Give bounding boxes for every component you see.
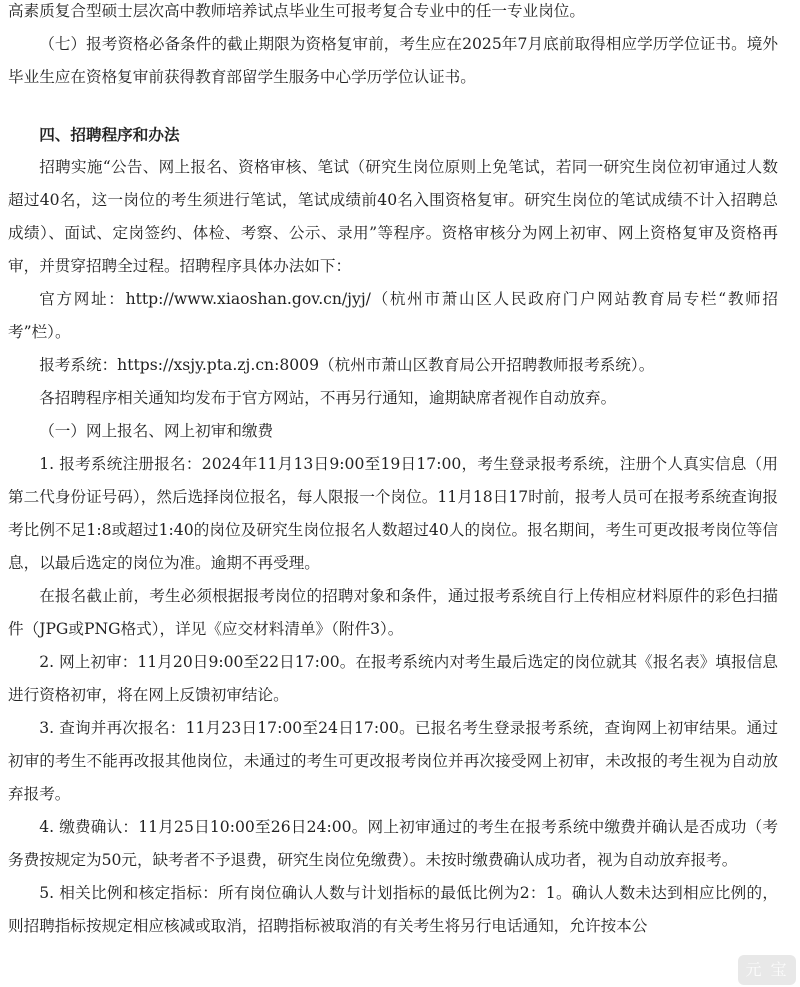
watermark-badge: 元 宝	[738, 955, 796, 985]
section-heading: 四、招聘程序和办法	[39, 125, 180, 144]
paragraph-registration-system: 报考系统：https://xsjy.pta.zj.cn:8009（杭州市萧山区教育局公开招聘教师报考系统）。	[39, 356, 655, 374]
paragraph-notice: 各招聘程序相关通知均发布于官方网站，不再另行通知，逾期缺席者视作自动放弃。	[39, 389, 617, 407]
paragraph-qualification-deadline: （七）报考资格必备条件的截止期限为资格复审前，考生应在2025年7月底前取得相应学历学位证书。境外毕业生应在资格复审前获得教育部留学生服务中心学历学位认证书。	[8, 35, 778, 86]
paragraph-step-2: 2. 网上初审：11月20日9:00至22日17:00。在报考系统内对考生最后选定的岗位就其《报名表》填报信息进行资格初审，将在网上反馈初审结论。	[8, 653, 778, 704]
document-page	[8, 0, 778, 943]
paragraph-materials: 在报名截止前，考生必须根据报考岗位的招聘对象和条件，通过报考系统自行上传相应材料原件的彩色扫描件（JPG或PNG格式），详见《应交材料清单》（附件3）。	[8, 587, 778, 638]
paragraph-continuation: 高素质复合型硕士层次高中教师培养试点毕业生可报考复合专业中的任一专业岗位。	[8, 2, 585, 20]
paragraph-step-4: 4. 缴费确认：11月25日10:00至26日24:00。网上初审通过的考生在报考系统中缴费并确认是否成功（考务费按规定为50元，缺考者不予退费，研究生岗位免缴费）。未按时缴费确认成功者，视为自动放弃报考。	[8, 818, 778, 869]
paragraph-official-site: 官方网址：http://www.xiaoshan.gov.cn/jyj/（杭州市萧山区人民政府门户网站教育局专栏“教师招考”栏）。	[8, 290, 778, 341]
subsection-heading: （一）网上报名、网上初审和缴费	[39, 422, 274, 440]
paragraph-step-5: 5. 相关比例和核定指标：所有岗位确认人数与计划指标的最低比例为2：1。确认人数未达到相应比例的，则招聘指标按规定相应核减或取消，招聘指标被取消的有关考生将另行电话通知，允许按本公	[8, 884, 778, 935]
paragraph-step-1: 1. 报考系统注册报名：2024年11月13日9:00至19日17:00，考生登录报考系统，注册个人真实信息（用第二代身份证号码），然后选择岗位报名，每人限报一个岗位。11月18日17时前，报考人员可在报考系统查询报考比例不足1:8或超过1:40的岗位及研究生岗位报名人数超过40人的岗位。报名期间，考生可更改报考岗位等信息，以最后选定的岗位为准。逾期不再受理。	[8, 455, 778, 572]
paragraph-procedure: 招聘实施“公告、网上报名、资格审核、笔试（研究生岗位原则上免笔试，若同一研究生岗位初审通过人数超过40名，这一岗位的考生须进行笔试，笔试成绩前40名入围资格复审。研究生岗位的笔试成绩不计入招聘总成绩）、面试、定岗签约、体检、考察、公示、录用”等程序。资格审核分为网上初审、网上资格复审及资格再审，并贯穿招聘全过程。招聘程序具体办法如下：	[8, 158, 778, 275]
paragraph-step-3: 3. 查询并再次报名：11月23日17:00至24日17:00。已报名考生登录报考系统，查询网上初审结果。通过初审的考生不能再改报其他岗位，未通过的考生可更改报考岗位并再次接受网上初审，未改报的考生视为自动放弃报考。	[8, 719, 778, 803]
